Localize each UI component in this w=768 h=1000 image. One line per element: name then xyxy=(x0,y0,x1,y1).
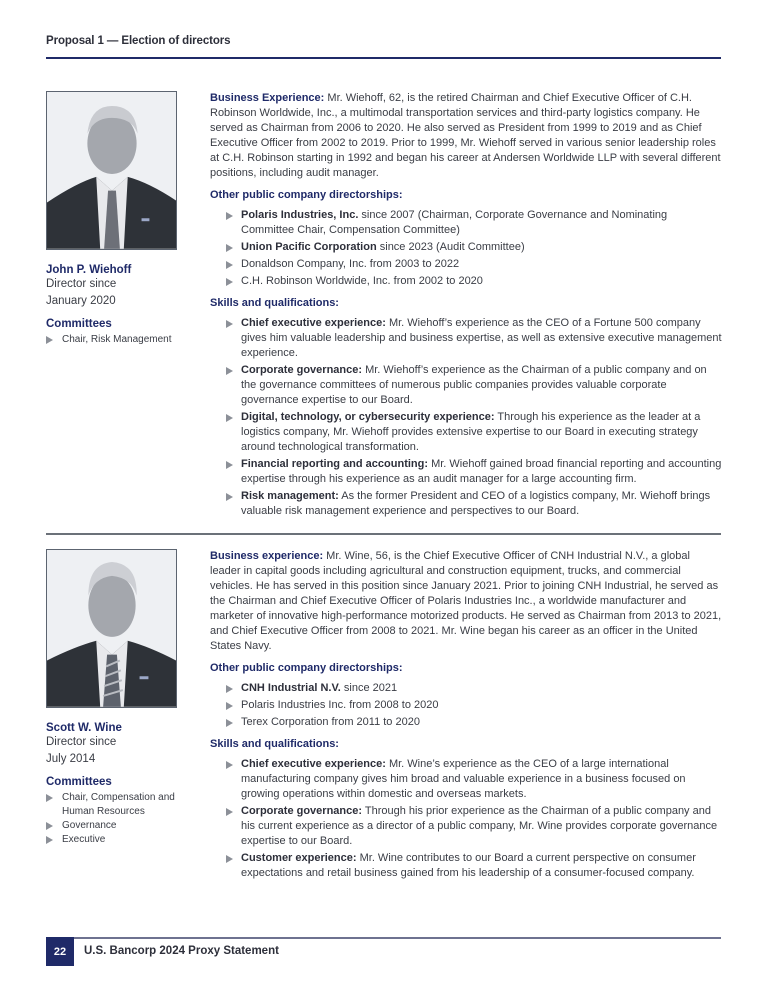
bullet-triangle-icon xyxy=(226,244,233,252)
director-name: Scott W. Wine xyxy=(46,722,122,734)
directorship-item: C.H. Robinson Worldwide, Inc. from 2002 to 2020 xyxy=(226,274,722,289)
skill-item: Chief executive experience: Mr. Wine’s experience as the CEO of a large international manufacturing company gives him broad and valuable experience in a business focused on growing operations within domestic and overseas markets. xyxy=(226,757,722,802)
director-photo xyxy=(46,549,177,708)
bullet-triangle-icon xyxy=(226,808,233,816)
bullet-triangle-icon xyxy=(46,794,53,802)
bullet-triangle-icon xyxy=(226,367,233,375)
section-header: Proposal 1 — Election of directors xyxy=(46,35,231,47)
section-divider xyxy=(46,533,721,535)
portrait-photo-icon xyxy=(47,550,176,707)
bullet-triangle-icon xyxy=(46,336,53,344)
director-since-date: July 2014 xyxy=(46,752,96,765)
portrait-photo-icon xyxy=(47,92,176,249)
director-bio xyxy=(210,549,722,883)
bullet-triangle-icon xyxy=(226,278,233,286)
committee-item: Chair, Risk Management xyxy=(46,333,186,347)
business-experience: Business Experience: Mr. Wiehoff, 62, is the retired Chairman and Chief Executive Officer of C.H. Robinson Worldwide, Inc., a multimodal transportation services and third-party logistics company. He served as Chairman from 2006 to 2020. He also served as President from 1999 to 2019 and as Chief Executive Officer from 2002 to 2019. Prior to 1999, Mr. Wiehoff served in various senior leadership roles at C.H. Robinson starting in 1992 and began his career at Andersen Worldwide LLP with several different positions, including audit manager. xyxy=(210,92,721,179)
footer-title: U.S. Bancorp 2024 Proxy Statement xyxy=(84,945,279,957)
skill-item: Chief executive experience: Mr. Wiehoff’s experience as the CEO of a Fortune 500 company gives him valuable leadership and business expertise, as well as extensive executive management experience. xyxy=(226,316,722,361)
header-rule xyxy=(46,57,721,59)
bullet-triangle-icon xyxy=(226,702,233,710)
directorships-list xyxy=(210,681,722,730)
bullet-triangle-icon xyxy=(226,461,233,469)
skills-list xyxy=(210,316,722,519)
directorship-item: Polaris Industries Inc. from 2008 to 2020 xyxy=(226,698,722,713)
director-sidebar xyxy=(46,549,186,847)
director-name: John P. Wiehoff xyxy=(46,264,132,276)
bullet-triangle-icon xyxy=(226,414,233,422)
directorship-item: CNH Industrial N.V. since 2021 xyxy=(226,681,722,696)
footer-rule xyxy=(46,937,721,939)
committee-item: Chair, Compensation and Human Resources xyxy=(46,791,186,819)
directorship-item: Terex Corporation from 2011 to 2020 xyxy=(226,715,722,730)
skill-item: Financial reporting and accounting: Mr. Wiehoff gained broad financial reporting and accounting expertise through his experience as an audit manager for a large accounting firm. xyxy=(226,457,722,487)
business-experience: Business experience: Mr. Wine, 56, is the Chief Executive Officer of CNH Industrial N.V., a global leader in capital goods including agricultural and construction equipment, trucks, and commercial vehicles. He has served in this position since January 2021. Prior to joining CNH Industrial, he served as the Chairman and Chief Executive Officer of Polaris Industries Inc., a worldwide manufacturer and marketer of innovative high-performance motorized products. He served as Chairman from 2013 to 2021, and Chief Executive Officer from 2008 to 2021. Mr. Wine began his career as an officer in the United States Navy. xyxy=(210,550,722,652)
skill-item: Corporate governance: Through his prior experience as the Chairman of a public company and his current experience as a director of a public company, Mr. Wine provides corporate governance expertise to our Board. xyxy=(226,804,722,849)
skill-item: Corporate governance: Mr. Wiehoff’s experience as the Chairman of a public company and on the governance committees of numerous public companies provides valuable corporate governance expertise to our Board. xyxy=(226,363,722,408)
page-number: 22 xyxy=(46,937,74,966)
committee-list xyxy=(46,791,186,847)
bullet-triangle-icon xyxy=(46,836,53,844)
bullet-triangle-icon xyxy=(226,212,233,220)
bullet-triangle-icon xyxy=(46,822,53,830)
director-since-date: January 2020 xyxy=(46,294,116,307)
director-since-label: Director since xyxy=(46,736,117,748)
skill-item: Digital, technology, or cybersecurity experience: Through his experience as the leader at a logistics company, Mr. Wiehoff provides extensive expertise to our Board in executing strategy around technological transformation. xyxy=(226,410,722,455)
directorship-item: Donaldson Company, Inc. from 2003 to 2022 xyxy=(226,257,722,272)
directorship-item: Polaris Industries, Inc. since 2007 (Chairman, Corporate Governance and Nominating Committee Chair, Compensation Committee) xyxy=(226,208,722,238)
directorships-heading: Other public company directorships: xyxy=(210,662,403,674)
committee-item: Executive xyxy=(46,833,186,847)
skills-heading: Skills and qualifications: xyxy=(210,738,339,750)
bullet-triangle-icon xyxy=(226,761,233,769)
bullet-triangle-icon xyxy=(226,320,233,328)
director-photo xyxy=(46,91,177,250)
director-since-label: Director since xyxy=(46,278,117,290)
committee-list xyxy=(46,333,186,347)
bullet-triangle-icon xyxy=(226,493,233,501)
skill-item: Customer experience: Mr. Wine contributes to our Board a current perspective on consumer expectations and retail business gained from his leadership of a consumer-focused company. xyxy=(226,851,722,881)
director-bio xyxy=(210,91,722,521)
director-sidebar xyxy=(46,91,186,347)
committee-item: Governance xyxy=(46,819,186,833)
directorship-item: Union Pacific Corporation since 2023 (Audit Committee) xyxy=(226,240,722,255)
directorships-list xyxy=(210,208,722,289)
business-experience-label: Business experience: xyxy=(210,550,324,562)
skills-heading: Skills and qualifications: xyxy=(210,297,339,309)
bullet-triangle-icon xyxy=(226,855,233,863)
business-experience-label: Business Experience: xyxy=(210,92,325,104)
committees-heading: Committees xyxy=(46,776,112,788)
bullet-triangle-icon xyxy=(226,685,233,693)
bullet-triangle-icon xyxy=(226,719,233,727)
skill-item: Risk management: As the former President and CEO of a logistics company, Mr. Wiehoff brings valuable risk management experience and perspectives to our Board. xyxy=(226,489,722,519)
skills-list xyxy=(210,757,722,881)
directorships-heading: Other public company directorships: xyxy=(210,189,403,201)
committees-heading: Committees xyxy=(46,318,112,330)
bullet-triangle-icon xyxy=(226,261,233,269)
